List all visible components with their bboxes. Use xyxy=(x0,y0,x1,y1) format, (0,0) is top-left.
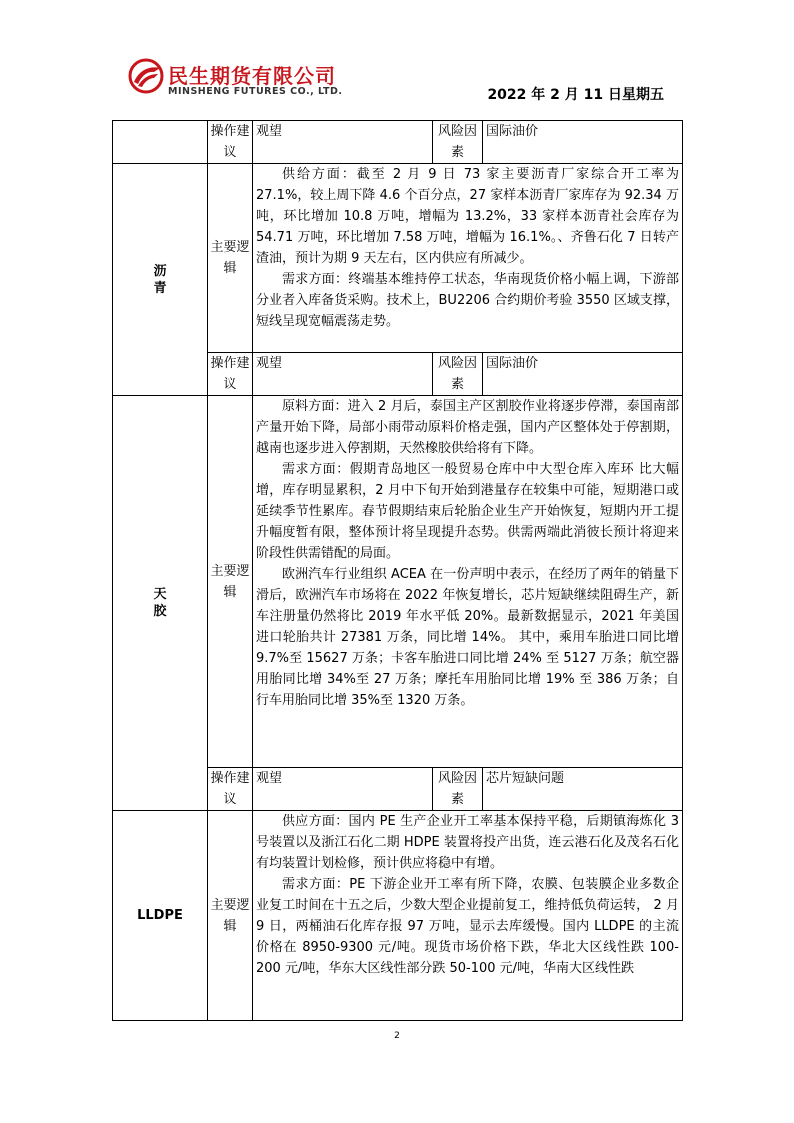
risk-label: 风险因素 xyxy=(433,768,483,811)
op-value: 观望 xyxy=(253,353,433,396)
risk-label: 风险因素 xyxy=(433,353,483,396)
table-row xyxy=(113,811,683,1021)
table-row xyxy=(113,164,683,353)
category-lldpe: LLDPE xyxy=(113,811,208,1021)
logic-label: 主要逻辑 xyxy=(208,396,253,768)
category-asphalt: 沥青 xyxy=(113,164,208,396)
report-date: 2022 年 2 月 11 日星期五 xyxy=(487,87,664,103)
op-value: 观望 xyxy=(253,768,433,811)
company-name-en: MINSHENG FUTURES CO., LTD. xyxy=(168,86,343,97)
category-rubber: 天胶 xyxy=(113,396,208,811)
page-number: 2 xyxy=(394,1031,400,1041)
paragraph: 供应方面：国内 PE 生产企业开工率基本保持平稳，后期镇海炼化 3 号装置以及浙江石化二期 HDPE 装置将投产出货，连云港石化及茂名石化有均装置计划检修，预计供应将稳中有增。 xyxy=(256,814,679,871)
paragraph: 欧洲汽车行业组织 ACEA 在一份声明中表示，在经历了两年的销量下滑后，欧洲汽车市场将在 2022 年恢复增长，芯片短缺继续阻碍生产，新车注册量仍然将比 2019 年水平低 20%。最新数据显示，2021 年美国进口轮胎共计 27381 万条，同比增 14%。 其中，乘用车胎进口同比增 9.7%至 15627 万条；卡客车胎进口同比增 24% 至 5127 万条；航空器用胎同比增 34%至 27 万条；摩托车用胎同比增 19% 至 386 万条；自行车用胎同比增 35%至 1320 万条。 xyxy=(256,567,679,708)
risk-value: 国际油价 xyxy=(483,353,683,396)
logic-label: 主要逻辑 xyxy=(208,164,253,353)
company-name-cn: 民生期货有限公司 xyxy=(168,64,336,88)
minsheng-logo-icon xyxy=(128,58,164,94)
paragraph: 需求方面：假期青岛地区一般贸易仓库中中大型仓库入库环 比大幅增，库存明显累积，2 月中下旬开始到港量存在较集中可能，短期港口或延续季节性累库。春节假期结束后轮胎企业生产开始恢复，短期内开工提升幅度暂有限，整体预计将呈现提升态势。供需两端此消彼长预计将迎来阶段性供需错配的局面。 xyxy=(256,462,679,561)
paragraph: 供给方面：截至 2 月 9 日 73 家主要沥青厂家综合开工率为 27.1%，较上周下降 4.6 个百分点，27 家样本沥青厂家库存为 92.34 万吨，环比增加 10.8 万吨，增幅为 13.2%，33 家样本沥青社会库存为 54.71 万吨，环比增加 7.58 万吨，增幅为 16.1%。、齐鲁石化 7 日转产渣油，预计为期 9 天左右，区内供应有所减少。 xyxy=(256,167,679,266)
logic-content-asphalt xyxy=(253,164,683,353)
report-table xyxy=(112,120,683,1021)
paragraph: 原料方面：进入 2 月后，泰国主产区割胶作业将逐步停滞，泰国南部产量开始下降，局部小雨带动原料价格走强，国内产区整体处于停割期，越南也逐步进入停割期，天然橡胶供给将有下降。 xyxy=(256,399,679,456)
op-label: 操作建议 xyxy=(208,353,253,396)
table-row xyxy=(113,396,683,768)
risk-label: 风险因素 xyxy=(433,121,483,164)
logic-content-lldpe xyxy=(253,811,683,1021)
logic-label: 主要逻辑 xyxy=(208,811,253,1021)
risk-value: 芯片短缺问题 xyxy=(483,768,683,811)
paragraph: 需求方面：终端基本维持停工状态，华南现货价格小幅上调，下游部分业者入库备货采购。技术上，BU2206 合约期价考验 3550 区域支撑，短线呈现宽幅震荡走势。 xyxy=(256,272,679,329)
category-cell-empty xyxy=(113,121,208,164)
risk-value: 国际油价 xyxy=(483,121,683,164)
logic-content-rubber xyxy=(253,396,683,768)
paragraph: 需求方面：PE 下游企业开工率有所下降，农膜、包装膜企业多数企业复工时间在十五之后，少数大型企业提前复工，维持低负荷运转， 2 月 9 日，两桶油石化库存报 97 万吨，显示去库缓慢。国内 LLDPE 的主流价格在 8950-9300 元/吨。现货市场价格下跌，华北大区线性跌 100-200 元/吨，华东大区线性部分跌 50-100 元/吨，华南大区线性跌 xyxy=(256,877,679,976)
op-value: 观望 xyxy=(253,121,433,164)
table-row xyxy=(113,121,683,164)
op-label: 操作建议 xyxy=(208,768,253,811)
op-label: 操作建议 xyxy=(208,121,253,164)
company-logo xyxy=(128,58,368,102)
